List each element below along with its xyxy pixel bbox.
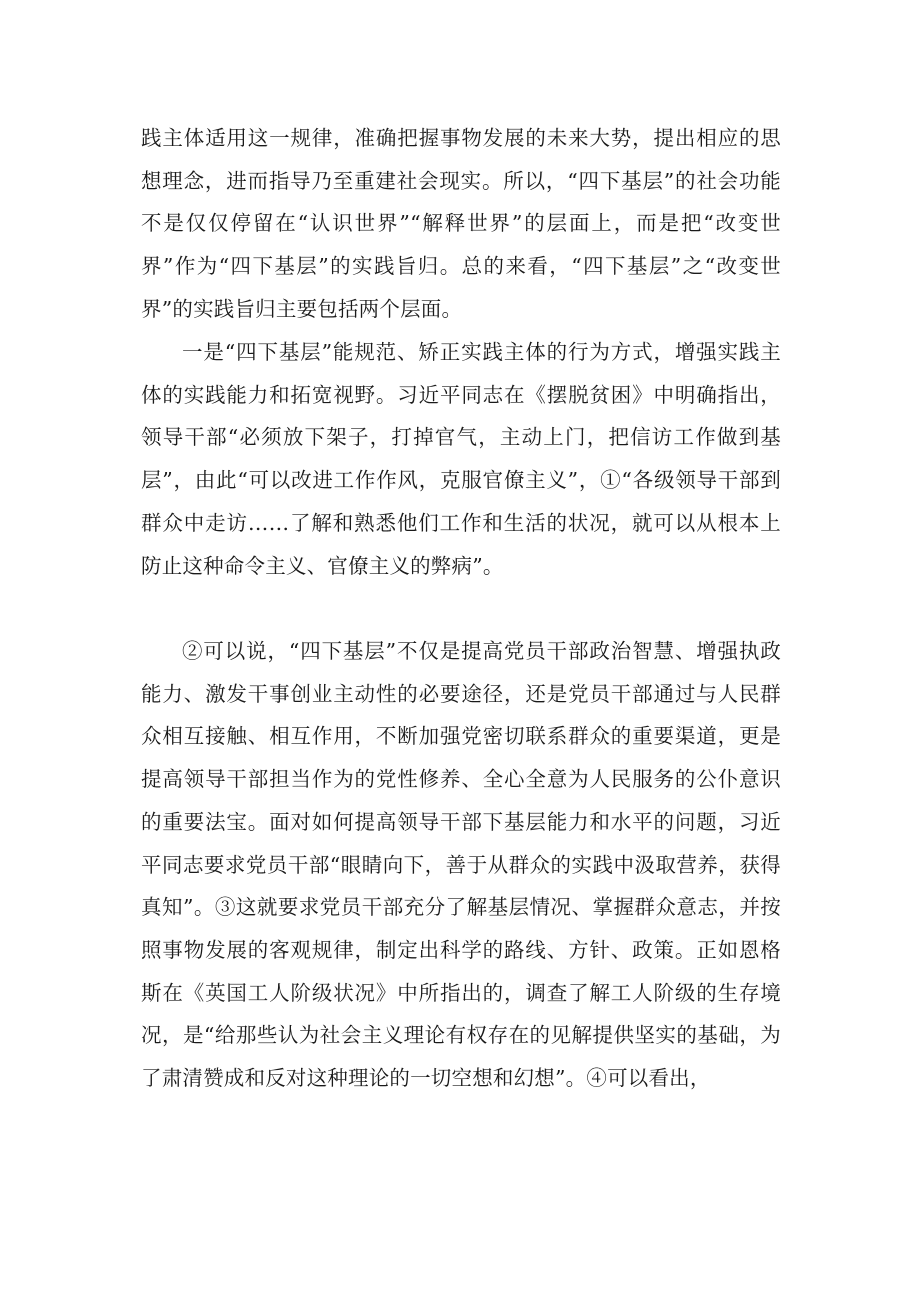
paragraph-text: 一是“四下基层”能规范、矫正实践主体的行为方式，增强实践主体的实践能力和拓宽视野。习近平同志在《摆脱贫困》中明确指出，领导干部“必须放下架子，打掉官气，主动上门，把信访工作做到基层”，由此“可以改进工作作风，克服官僚主义”，①“各级领导干部到群众中走访……了解和熟悉他们工作和生活的状况，就可以从根本上防止这种命令主义、官僚主义的弊病”。 [141, 340, 781, 578]
paragraph-text: ②可以说，“四下基层”不仅是提高党员干部政治智慧、增强执政能力、激发干事创业主动性的必要途径，还是党员干部通过与人民群众相互接触、相互作用，不断加强党密切联系群众的重要渠道，更是提高领导干部担当作为的党性修养、全心全意为人民服务的公仆意识的重要法宝。面对如何提高领导干部下基层能力和水平的问题，习近平同志要求党员干部“眼睛向下，善于从群众的实践中汲取营养，获得真知”。③这就要求党员干部充分了解基层情况、掌握群众意志，并按照事物发展的客观规律，制定出科学的路线、方针、政策。正如恩格斯在《英国工人阶级状况》中所指出的，调查了解工人阶级的生存境况，是“给那些认为社会主义理论有权存在的见解提供坚实的基础，为了肃清赞成和反对这种理论的一切空想和幻想”。④可以看出， [141, 639, 781, 1091]
paragraph-second-block [141, 630, 781, 1100]
paragraph-text: 践主体适用这一规律，准确把握事物发展的未来大势，提出相应的思想理念，进而指导乃至重建社会现实。所以，“四下基层”的社会功能不是仅仅停留在“认识世界”“解释世界”的层面上，而是把“改变世界”作为“四下基层”的实践旨归。总的来看，“四下基层”之“改变世界”的实践旨归主要包括两个层面。 [141, 126, 781, 321]
paragraph-continuation [141, 117, 781, 331]
paragraph-first-aspect [141, 331, 781, 587]
